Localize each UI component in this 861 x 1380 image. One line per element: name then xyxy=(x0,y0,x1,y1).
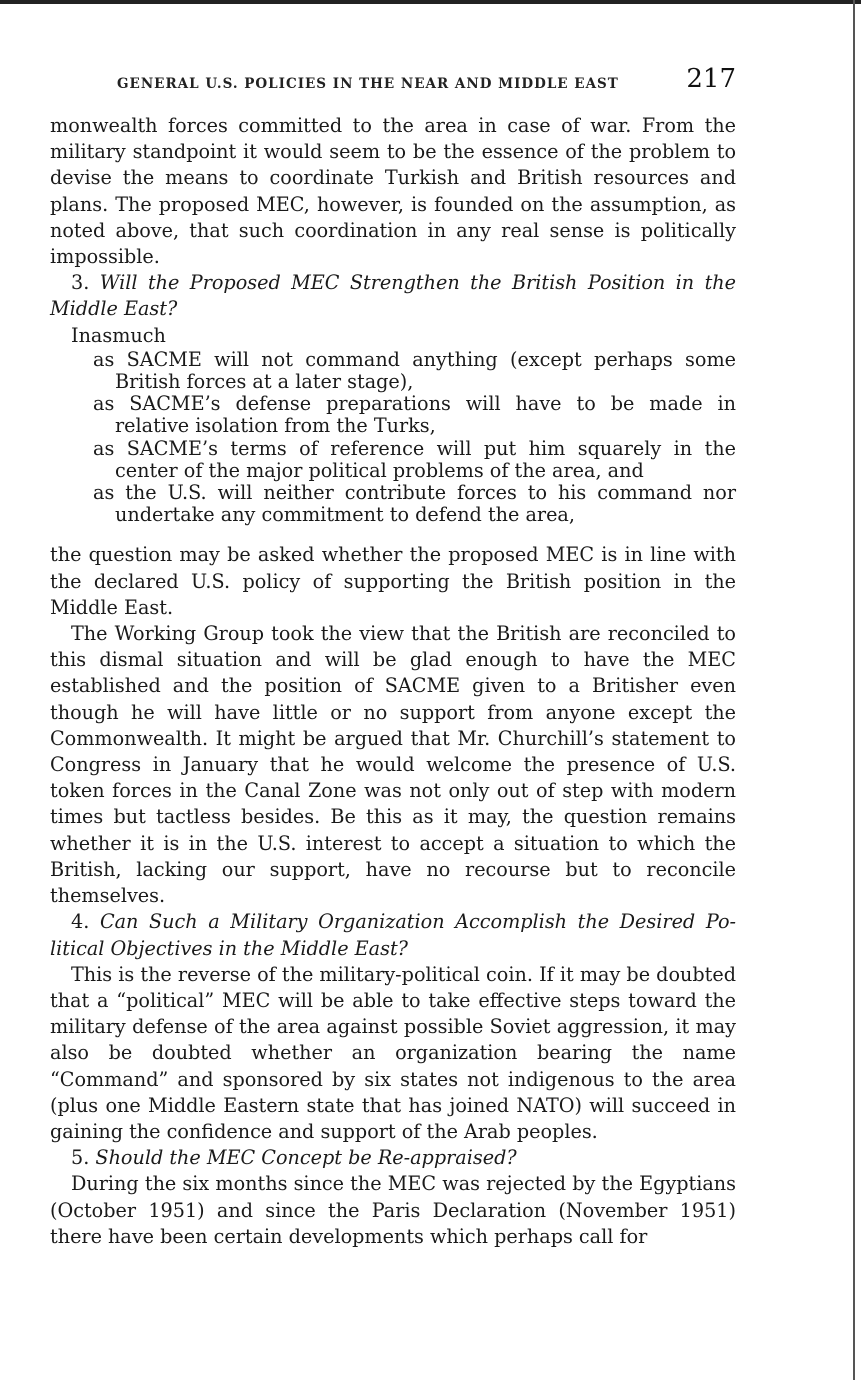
section-title-4: Can Such a Military Organization Accomplish the Desired Political Objectives in the Middle East? xyxy=(50,910,736,960)
list-item: as SACME’s terms of reference will put him squarely in the center of the major political problems of the area, and xyxy=(93,436,736,482)
section-title-3: Will the Proposed MEC Strengthen the British Position in the Middle East? xyxy=(50,271,736,321)
paragraph-1: monwealth forces committed to the area in case of war. From the military standpoint it would seem to be the essence of the problem to devise the means to coordinate Turkish and British resources and plans. The proposed MEC, however, is founded on the assumption, as noted above, that such coordination in any real sense is politically impossible. xyxy=(50,114,736,269)
section-heading-5 xyxy=(50,1145,736,1171)
inasmuch-lead: Inasmuch xyxy=(71,323,166,347)
section-heading-4 xyxy=(50,909,736,961)
section-number-5: 5. xyxy=(71,1146,90,1170)
paragraph-4: This is the reverse of the military-political coin. If it may be doubted that a “political” MEC will be able to take effective steps toward the military defense of the area against possible Soviet aggression, it may also be doubted whether an organization bearing the name “Command” and sponsored by six states not indigenous to the area (plus one Middle Eastern state that has joined NATO) will succeed in gaining the confidence and support of the Arab peoples. xyxy=(50,962,736,1143)
running-head: GENERAL U.S. POLICIES IN THE NEAR AND MIDDLE EAST xyxy=(117,76,619,92)
list-item: as SACME will not command anything (except perhaps some British forces at a later stage), xyxy=(93,347,736,394)
list-item: as SACME’s defense preparations will have to be made in relative isolation from the Turks, xyxy=(93,392,736,438)
page-body xyxy=(50,113,736,1250)
paragraph-3: The Working Group took the view that the British are reconciled to this dismal situation and will be glad enough to have the MEC established and the position of SACME given to a Britisher even though he will have little or no support from anyone except the Commonwealth. It might be argued that Mr. Churchill’s statement to Congress in January that he would welcome the presence of U.S. token forces in the Canal Zone was not only out of step with modern times but tactless besides. Be this as it may, the question remains whether it is in the U.S. interest to accept a situation to which the British, lacking our support, have no recourse but to reconcile themselves. xyxy=(50,622,736,908)
section-heading-3 xyxy=(50,270,736,322)
right-border-rule xyxy=(853,0,855,1380)
paragraph-5: During the six months since the MEC was rejected by the Egyptians (October 1951) and since the Paris Declaration (November 1951) there have been certain developments which perhaps call for xyxy=(50,1172,736,1248)
section-title-5: Should the MEC Concept be Re-appraised? xyxy=(95,1146,517,1170)
condition-list xyxy=(50,349,736,527)
section-number-4: 4. xyxy=(71,910,90,934)
section-number-3: 3. xyxy=(71,271,90,295)
paragraph-2: the question may be asked whether the proposed MEC is in line with the declared U.S. policy of supporting the British position in the Middle East. xyxy=(50,543,736,619)
page-header xyxy=(50,64,738,98)
top-border-rule xyxy=(0,0,861,4)
list-item: as the U.S. will neither contribute forces to his command nor undertake any commitment to defend the area, xyxy=(93,481,736,527)
page-number: 217 xyxy=(686,64,736,94)
